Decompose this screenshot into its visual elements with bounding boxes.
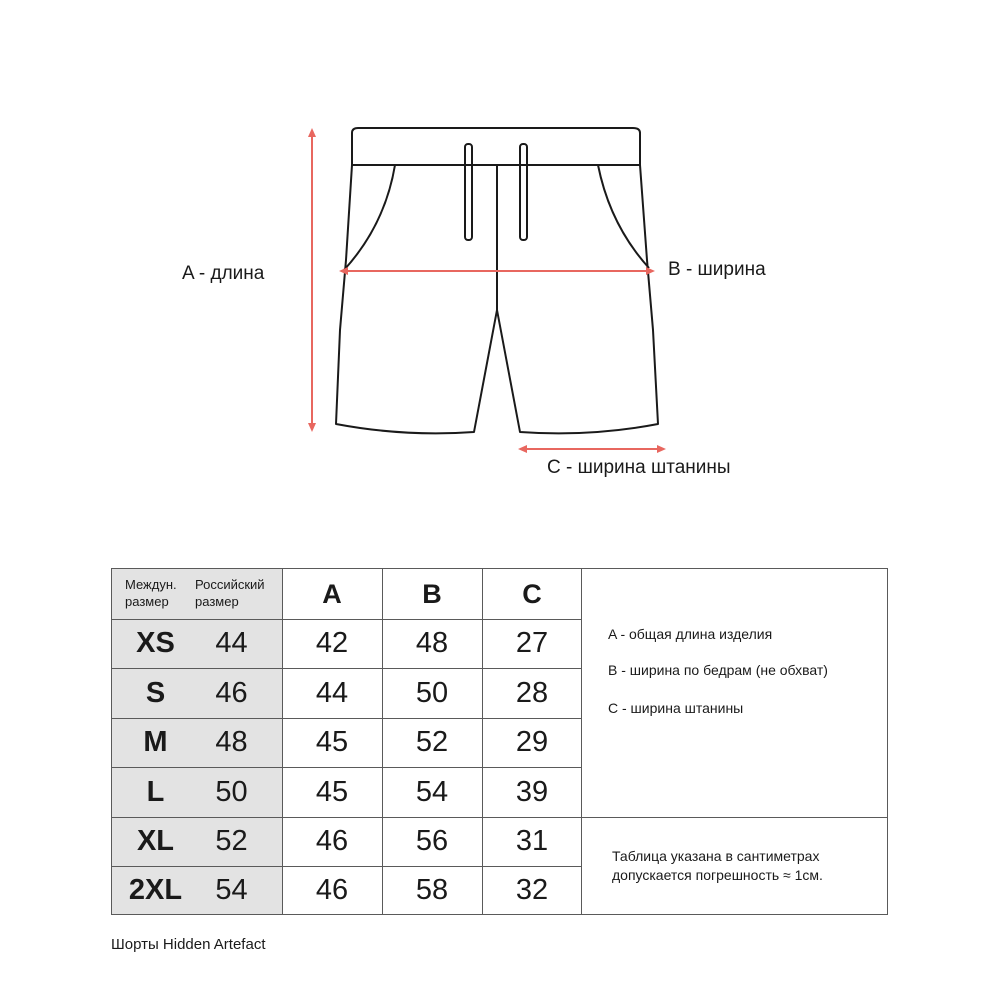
row-s-intl: S <box>145 676 166 709</box>
row-m-a: 45 <box>315 726 349 758</box>
label-a-length: A - длина <box>182 263 265 284</box>
grid-hline <box>112 668 581 669</box>
row-l-c: 39 <box>515 775 549 808</box>
row-m-c: 29 <box>515 726 549 758</box>
legend-c: C - ширина штанины <box>608 700 744 716</box>
row-xs-a: 42 <box>315 627 349 659</box>
label-b-width: B - ширина <box>668 259 766 280</box>
row-2xl-a: 46 <box>315 873 349 906</box>
row-l-a: 45 <box>315 775 349 808</box>
grid-hline <box>112 866 581 867</box>
row-xs-ru: 44 <box>215 627 248 659</box>
row-s-ru: 46 <box>215 676 248 709</box>
row-xs-b: 48 <box>415 627 449 659</box>
header-col-c: C <box>522 578 542 609</box>
header-ru-size: Российский размер <box>195 577 265 609</box>
grid-hline <box>112 718 581 719</box>
drawstring-left <box>465 144 472 240</box>
row-xl-intl: XL <box>136 825 175 857</box>
row-xl-ru: 52 <box>215 825 248 857</box>
row-xl-a: 46 <box>315 825 349 857</box>
row-2xl-b: 58 <box>415 873 449 906</box>
grid-vline <box>581 569 582 914</box>
row-xs-c: 27 <box>515 627 549 659</box>
units-note-line2: допускается погрешность ≈ 1см. <box>612 867 823 883</box>
grid-vline <box>482 569 483 914</box>
legend-b: B - ширина по бедрам (не обхват) <box>608 662 828 678</box>
units-note-line1: Таблица указана в сантиметрах <box>612 848 820 864</box>
legend-a: A - общая длина изделия <box>608 626 773 642</box>
product-caption: Шорты Hidden Artefact <box>111 936 266 953</box>
grid-vline <box>282 569 283 914</box>
row-xl-b: 56 <box>415 825 449 857</box>
row-l-ru: 50 <box>215 775 248 808</box>
size-table <box>111 568 888 915</box>
row-m-intl: M <box>143 726 168 758</box>
row-m-b: 52 <box>415 726 449 758</box>
row-s-b: 50 <box>415 676 449 709</box>
row-m-ru: 48 <box>215 726 248 758</box>
row-2xl-c: 32 <box>515 873 549 906</box>
row-l-intl: L <box>146 775 165 808</box>
grid-hline <box>112 767 581 768</box>
row-s-a: 44 <box>315 676 349 709</box>
drawstring-right <box>520 144 527 240</box>
header-col-b: B <box>422 578 442 609</box>
row-xl-c: 31 <box>515 825 549 857</box>
row-s-c: 28 <box>515 676 549 709</box>
waistband-outline <box>352 128 640 165</box>
row-2xl-ru: 54 <box>215 873 248 906</box>
row-2xl-intl: 2XL <box>128 873 183 906</box>
grid-vline <box>382 569 383 914</box>
grid-hline <box>112 619 581 620</box>
row-l-b: 54 <box>415 775 449 808</box>
grid-hline <box>112 817 887 818</box>
label-c-leg-width: C - ширина штанины <box>547 457 731 478</box>
header-intl-size: Междун. размер <box>125 577 177 609</box>
header-col-a: A <box>322 578 342 609</box>
row-xs-intl: XS <box>136 627 175 659</box>
